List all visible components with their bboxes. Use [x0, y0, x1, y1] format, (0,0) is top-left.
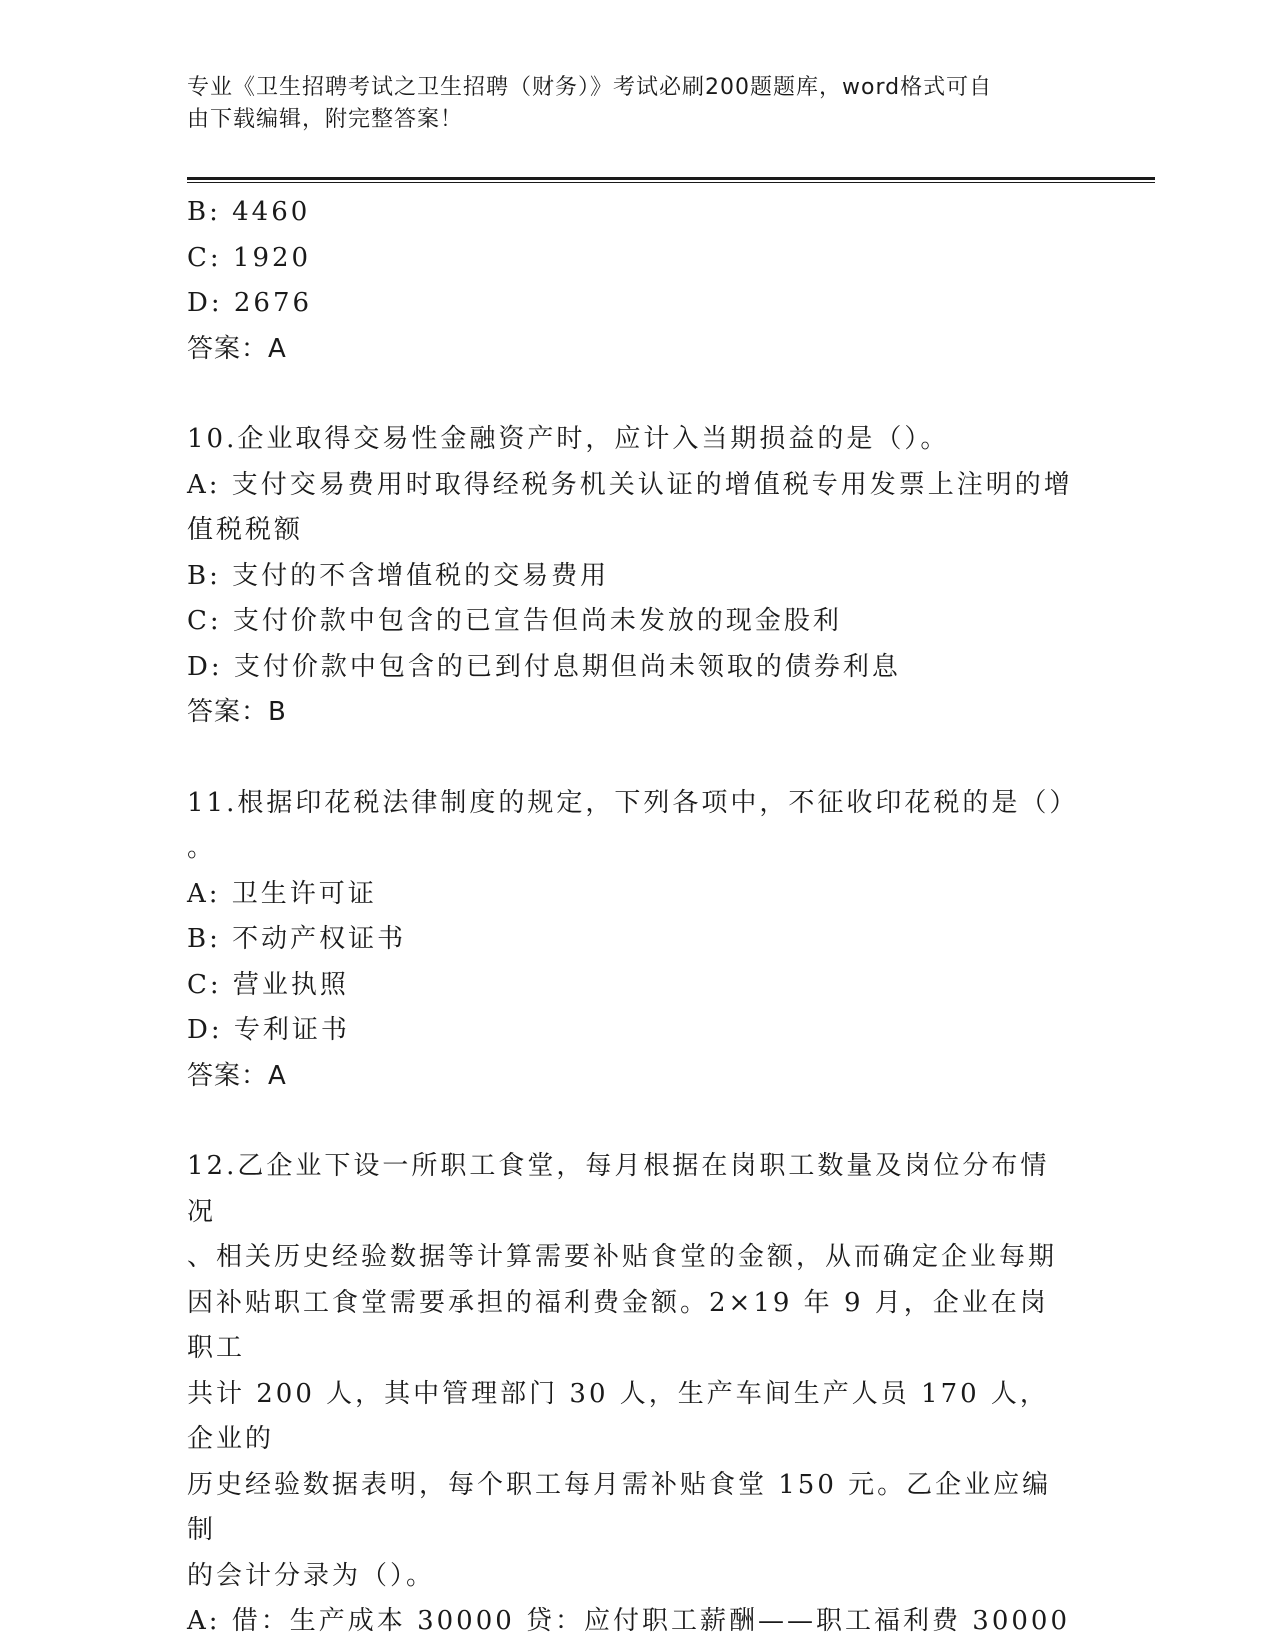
header-divider-thick — [187, 177, 1155, 180]
q11-option-a: A: 卫生许可证 — [187, 878, 377, 909]
q9-option-b: B: 4460 — [187, 197, 311, 227]
question-9 — [187, 190, 1077, 372]
q12-stem-line-5: 历史经验数据表明，每个职工每月需补贴食堂 150 元。乙企业应编制 — [187, 1469, 1052, 1545]
spacer — [187, 736, 1077, 781]
q9-answer: 答案：A — [187, 333, 287, 364]
question-10 — [187, 417, 1077, 736]
question-list — [187, 190, 1077, 1645]
q10-stem: 10.企业取得交易性金融资产时，应计入当期损益的是（）。 — [187, 424, 950, 454]
q12-option-a: A: 借：生产成本 30000 贷：应付职工薪酬——职工福利费 30000 — [187, 1606, 1071, 1636]
header-line-2: 由下载编辑，附完整答案！ — [187, 107, 464, 132]
spacer — [187, 372, 1077, 417]
q11-option-b: B: 不动产权证书 — [187, 924, 407, 954]
q10-option-b: B: 支付的不含增值税的交易费用 — [187, 560, 610, 591]
q11-option-d: D: 专利证书 — [187, 1015, 350, 1045]
question-11 — [187, 781, 1077, 1100]
q10-option-a-line-2: 值税税额 — [187, 515, 304, 545]
header-divider-thin — [187, 182, 1155, 183]
q12-stem-line-6: 的会计分录为（）。 — [187, 1560, 436, 1591]
q11-option-c: C: 营业执照 — [187, 969, 349, 1000]
q12-stem-line-3: 因补贴职工食堂需要承担的福利费金额。2×19 年 9 月，企业在岗职工 — [187, 1287, 1049, 1363]
q12-stem-line-1: 12.乙企业下设一所职工食堂，每月根据在岗职工数量及岗位分布情况 — [187, 1151, 1050, 1227]
spacer — [187, 1099, 1077, 1144]
q12-stem-line-4: 共计 200 人，其中管理部门 30 人，生产车间生产人员 170 人，企业的 — [187, 1378, 1049, 1454]
q9-option-d: D: 2676 — [187, 288, 313, 318]
q11-stem-line-2: 。 — [187, 833, 217, 863]
question-12 — [187, 1144, 1077, 1645]
q11-stem-line-1: 11.根据印花税法律制度的规定，下列各项中，不征收印花税的是（） — [187, 787, 1079, 818]
q10-option-d: D: 支付价款中包含的已到付息期但尚未领取的债券利息 — [187, 651, 901, 682]
document-header — [187, 72, 1067, 136]
q12-stem-line-2: 、相关历史经验数据等计算需要补贴食堂的金额，从而确定企业每期 — [187, 1242, 1058, 1272]
q9-option-c: C: 1920 — [187, 242, 312, 273]
q10-option-c: C: 支付价款中包含的已宣告但尚未发放的现金股利 — [187, 606, 842, 636]
header-line-1: 专业《卫生招聘考试之卫生招聘（财务）》考试必刷200题题库，word格式可自 — [187, 75, 993, 100]
q10-answer: 答案：B — [187, 697, 287, 727]
q10-option-a-line-1: A: 支付交易费用时取得经税务机关认证的增值税专用发票上注明的增 — [187, 469, 1073, 500]
q11-answer: 答案：A — [187, 1060, 287, 1091]
